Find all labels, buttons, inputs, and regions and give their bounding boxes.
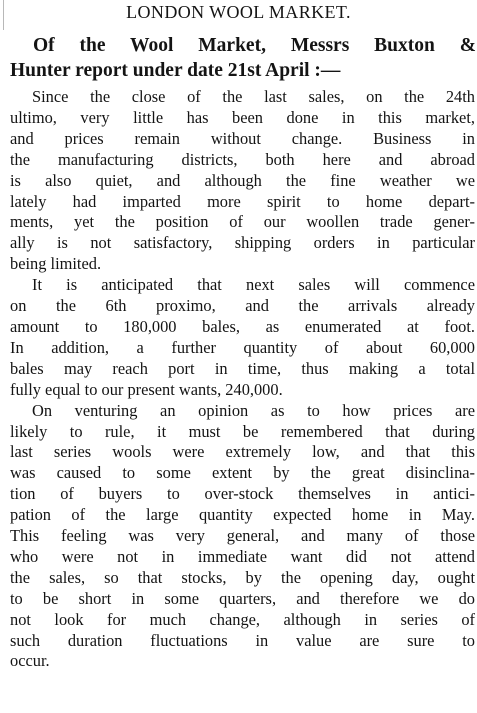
text-line: bales may reach port in time, thus making a total	[10, 358, 475, 378]
lede-line: Of the Wool Market, Messrs Buxton &	[33, 35, 476, 56]
text-line: the manufacturing districts, both here and abroad	[10, 149, 475, 169]
text-line: the sales, so that stocks, by the opening day, ought	[10, 567, 475, 587]
lede-paragraph	[10, 33, 476, 83]
headline: LONDON WOOL MARKET.	[126, 2, 351, 22]
text-line: amount to 180,000 bales, as enumerated at foot.	[10, 316, 475, 336]
text-line: being limited.	[10, 254, 102, 274]
text-line: was caused to some extent by the great disinclina-	[10, 463, 475, 483]
text-line: tion of buyers to over-stock themselves in antici-	[10, 484, 475, 504]
text-line: not look for much change, although in series of	[10, 609, 475, 629]
lede-line: Hunter report under date 21st April :—	[10, 60, 341, 81]
paragraph-3	[10, 401, 475, 673]
text-line: to be short in some quarters, and therefore we do	[10, 588, 475, 608]
text-line: who were not in immediate want did not attend	[10, 546, 475, 566]
text-line: Since the close of the last sales, on the 24th	[32, 87, 475, 106]
text-line: fully equal to our present wants, 240,000.	[10, 379, 283, 399]
text-line: on the 6th proximo, and the arrivals already	[10, 296, 475, 316]
text-line: This feeling was very general, and many of those	[10, 526, 475, 546]
text-line: It is anticipated that next sales will commence	[32, 275, 475, 295]
text-line: occur.	[10, 651, 50, 671]
text-line: likely to rule, it must be remembered that during	[10, 421, 475, 441]
text-line: lately had imparted more spirit to home depart-	[10, 191, 475, 211]
text-line: ments, yet the position of our woollen trade gener-	[10, 212, 475, 232]
text-line: In addition, a further quantity of about 60,000	[10, 337, 475, 357]
paragraph-1	[10, 87, 475, 275]
text-line: such duration fluctuations in value are sure to	[10, 630, 475, 650]
text-line: and prices remain without change. Business in	[10, 128, 475, 148]
paragraph-2	[10, 275, 475, 400]
text-line: On venturing an opinion as to how prices are	[32, 400, 475, 420]
text-line: last series wools were extremely low, and that this	[10, 442, 475, 462]
article-body	[10, 87, 475, 672]
text-line: pation of the large quantity expected home in May.	[10, 505, 475, 525]
text-line: ally is not satisfactory, shipping orders in particular	[10, 233, 475, 253]
text-line: is also quiet, and although the fine weather we	[10, 170, 475, 190]
text-line: ultimo, very little has been done in this market,	[10, 107, 475, 127]
